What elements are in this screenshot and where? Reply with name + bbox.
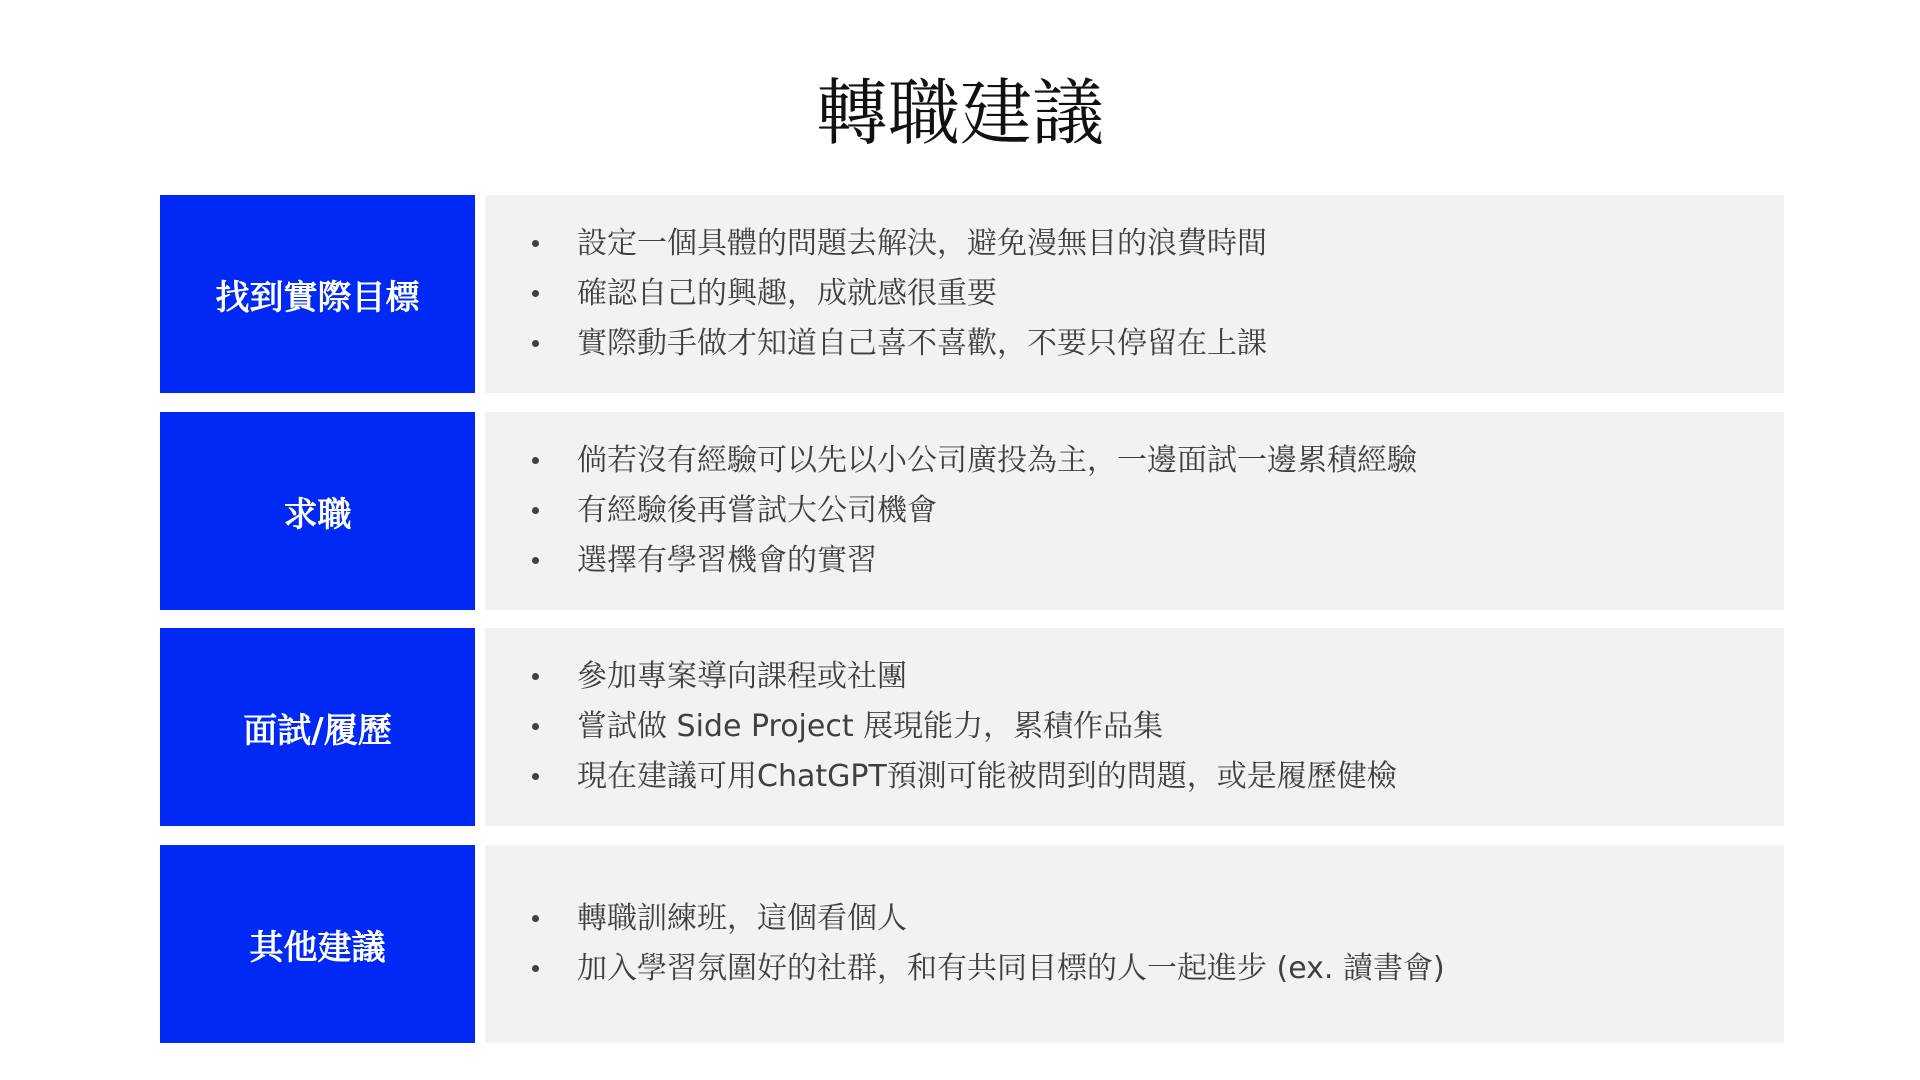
list-item-text: 轉職訓練班，這個看個人 <box>577 901 907 936</box>
list-item <box>577 486 1784 536</box>
list-item-text: 選擇有學習機會的實習 <box>577 543 877 578</box>
bullet-list <box>485 219 1784 369</box>
bullet-icon <box>532 290 539 297</box>
bullet-icon <box>532 773 539 780</box>
bullet-icon <box>532 673 539 680</box>
list-item <box>577 319 1784 369</box>
list-item-text: 確認自己的興趣，成就感很重要 <box>577 276 997 311</box>
list-item <box>577 436 1784 486</box>
list-item <box>577 752 1784 802</box>
bullet-icon <box>532 723 539 730</box>
bullet-list <box>485 652 1784 802</box>
section-label: 求職 <box>160 412 475 610</box>
list-item-text: 嘗試做 Side Project 展現能力，累積作品集 <box>577 709 1164 744</box>
section-row <box>160 845 1784 1043</box>
section-label: 面試/履歷 <box>160 628 475 826</box>
section-content <box>485 412 1784 610</box>
list-item-text: 參加專案導向課程或社團 <box>577 659 907 694</box>
section-label: 其他建議 <box>160 845 475 1043</box>
list-item <box>577 652 1784 702</box>
bullet-icon <box>532 557 539 564</box>
bullet-icon <box>532 240 539 247</box>
section-label: 找到實際目標 <box>160 195 475 393</box>
list-item-text: 設定一個具體的問題去解決，避免漫無目的浪費時間 <box>577 226 1267 261</box>
list-item <box>577 944 1784 994</box>
section-content <box>485 195 1784 393</box>
section-row <box>160 412 1784 610</box>
list-item-text: 加入學習氛圍好的社群，和有共同目標的人一起進步 (ex. 讀書會) <box>577 951 1445 986</box>
section-row <box>160 195 1784 393</box>
section-content <box>485 845 1784 1043</box>
list-item-text: 倘若沒有經驗可以先以小公司廣投為主，一邊面試一邊累積經驗 <box>577 443 1417 478</box>
list-item-text: 實際動手做才知道自己喜不喜歡，不要只停留在上課 <box>577 326 1267 361</box>
list-item <box>577 702 1784 752</box>
section-row <box>160 628 1784 826</box>
bullet-icon <box>532 507 539 514</box>
bullet-list <box>485 894 1784 994</box>
list-item <box>577 269 1784 319</box>
bullet-icon <box>532 340 539 347</box>
list-item-text: 現在建議可用ChatGPT預測可能被問到的問題，或是履歷健檢 <box>577 759 1397 794</box>
list-item <box>577 894 1784 944</box>
list-item <box>577 536 1784 586</box>
page-title: 轉職建議 <box>815 71 1104 155</box>
section-content <box>485 628 1784 826</box>
bullet-list <box>485 436 1784 586</box>
bullet-icon <box>532 965 539 972</box>
bullet-icon <box>532 457 539 464</box>
list-item <box>577 219 1784 269</box>
bullet-icon <box>532 915 539 922</box>
list-item-text: 有經驗後再嘗試大公司機會 <box>577 493 937 528</box>
